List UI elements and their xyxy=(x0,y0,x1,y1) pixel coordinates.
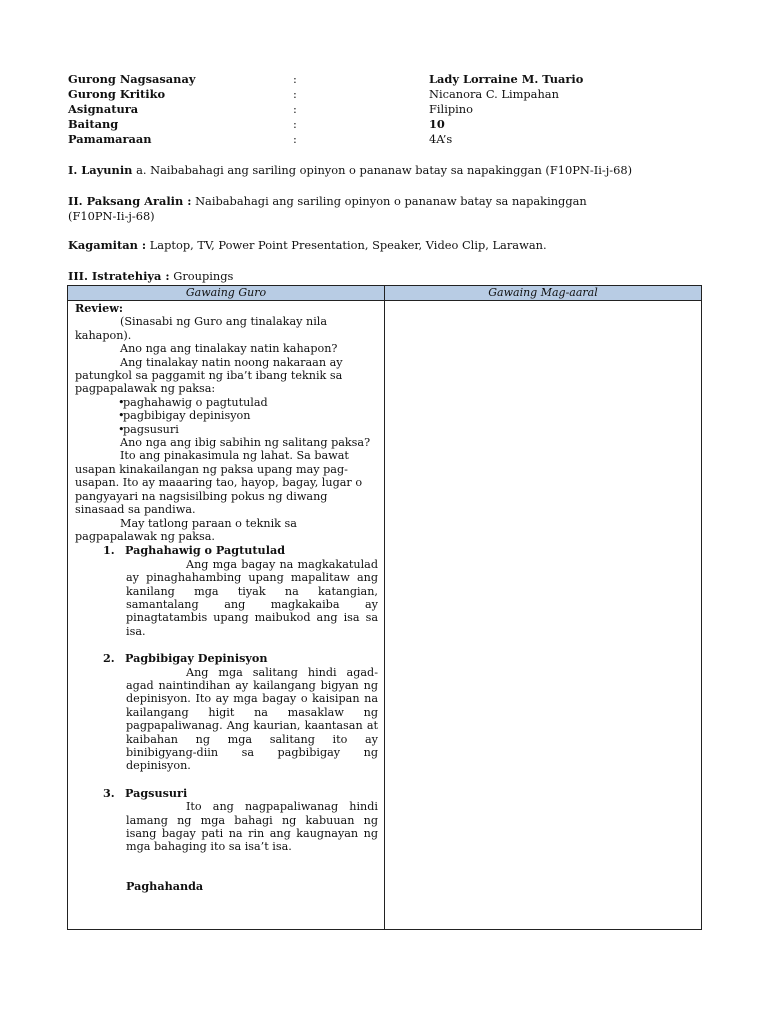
header-value: Lady Lorraine M. Tuario xyxy=(429,72,584,86)
table-header-row xyxy=(68,286,702,301)
intro: May tatlong paraan o teknik sa pagpapalawak ng paksa. xyxy=(75,516,297,543)
section-paksang-aralin xyxy=(68,194,708,224)
header-label: Gurong Nagsasanay xyxy=(68,72,196,86)
col-header-gawaing-guro: Gawaing Guro xyxy=(68,286,385,301)
layunin-label: I. Layunin xyxy=(68,163,133,177)
kagamitan-text: Laptop, TV, Power Point Presentation, Speaker, Video Clip, Larawan. xyxy=(149,238,547,252)
list-item xyxy=(75,396,378,409)
item-body: Ito ang nagpapaliwanag hindi lamang ng mga bahagi ng kabuuan ng isang bagay pati na rin ang kaugnayan ng mga bahaging ito sa isa’t isa. xyxy=(126,800,378,854)
item-number: 1. xyxy=(103,543,115,558)
paksang-aralin-code: (F10PN-Ii-j-68) xyxy=(68,209,155,223)
numbered-item-title xyxy=(75,652,378,665)
header-colon: : xyxy=(293,132,297,146)
table-row xyxy=(68,301,702,930)
layunin-text: Naibabahagi ang sariling opinyon o pananaw batay sa napakinggan (F10PN-Ii-j-68) xyxy=(150,163,633,177)
review-line: Ang tinalakay natin noong nakaraan ay patungkol sa paggamit ng iba’t ibang teknik sa pagpapalawak ng paksa: xyxy=(75,355,343,396)
item-title: Pagsusuri xyxy=(125,785,188,800)
item-number: 2. xyxy=(103,651,115,666)
header-value: Nicanora C. Limpahan xyxy=(429,87,559,101)
review-line: (Sinasabi ng Guro ang tinalakay nila kahapon). xyxy=(75,315,328,342)
header-colon: : xyxy=(293,72,297,86)
item-number: 3. xyxy=(103,785,115,800)
header-label: Gurong Kritiko xyxy=(68,87,166,101)
bullet-text: paghahawig o pagtutulad xyxy=(123,395,268,409)
header-value: 10 xyxy=(429,117,445,131)
numbered-item-title xyxy=(75,544,378,557)
guro-cell xyxy=(68,301,385,930)
bullet-icon: • xyxy=(118,422,125,436)
header-label: Asignatura xyxy=(68,102,139,116)
paghahanda-heading: Paghahanda xyxy=(126,878,204,893)
header-value: 4A’s xyxy=(429,132,453,146)
layunin-prefix: a. xyxy=(136,163,147,177)
bullet-text: pagbibigay depinisyon xyxy=(123,409,251,423)
mag-aaral-cell xyxy=(385,301,702,930)
section-kagamitan xyxy=(68,238,708,253)
question: Ano nga ang ibig sabihin ng salitang paksa? xyxy=(120,436,371,450)
section-layunin xyxy=(68,163,708,178)
istratehiya-text: Groupings xyxy=(173,269,234,283)
item-body: Ang mga bagay na magkakatulad ay pinaghahambing upang mapalitaw ang kanilang mga tiyak na katangian, samantalang ang magkakaiba ay pinagtatambis upang maibukod ang isa sa isa. xyxy=(126,557,378,638)
list-item xyxy=(75,409,378,422)
section-istratehiya xyxy=(68,269,708,284)
header-label: Pamamaraan xyxy=(68,132,152,146)
header-colon: : xyxy=(293,87,297,101)
bullet-text: pagsusuri xyxy=(123,422,179,436)
item-title: Pagbibigay Depinisyon xyxy=(125,651,268,666)
strategy-table xyxy=(67,285,702,930)
answer: Ito ang pinakasimula ng lahat. Sa bawat usapan kinakailangan ng paksa upang may pag-usapan. Ito ay maaaring tao, hayop, bagay, lugar o pangyayari na nagsisilbing pokus ng diwang sinasaad sa pandiwa. xyxy=(75,449,363,517)
item-title: Paghahawig o Pagtutulad xyxy=(125,543,286,558)
review-line: Ano nga ang tinalakay natin kahapon? xyxy=(120,342,338,356)
item-body: Ang mga salitang hindi agad-agad naintindihan ay kailangang bigyan ng depinisyon. Ito ay mga bagay o kaisipan na kailangang higit na masaklaw ng pagpapaliwanag. Ang kaurian, kaantasan at kaibahan ng mga salitang ito ay binibigyang-diin sa pagbibigay ng depinisyon. xyxy=(126,665,378,773)
bullet-icon: • xyxy=(118,395,125,409)
paksang-aralin-label: II. Paksang Aralin : xyxy=(68,194,192,208)
istratehiya-label: III. Istratehiya : xyxy=(68,269,170,283)
list-item xyxy=(75,423,378,436)
bullet-icon: • xyxy=(118,409,125,423)
header-colon: : xyxy=(293,102,297,116)
header-colon: : xyxy=(293,117,297,131)
col-header-gawaing-mag-aaral: Gawaing Mag-aaral xyxy=(385,286,702,301)
kagamitan-label: Kagamitan : xyxy=(68,238,147,252)
header-label: Baitang xyxy=(68,117,119,131)
review-title: Review: xyxy=(75,301,124,315)
header-value: Filipino xyxy=(429,102,473,116)
numbered-item-title xyxy=(75,787,378,800)
paksang-aralin-text: Naibabahagi ang sariling opinyon o pananaw batay sa napakinggan xyxy=(195,194,587,208)
